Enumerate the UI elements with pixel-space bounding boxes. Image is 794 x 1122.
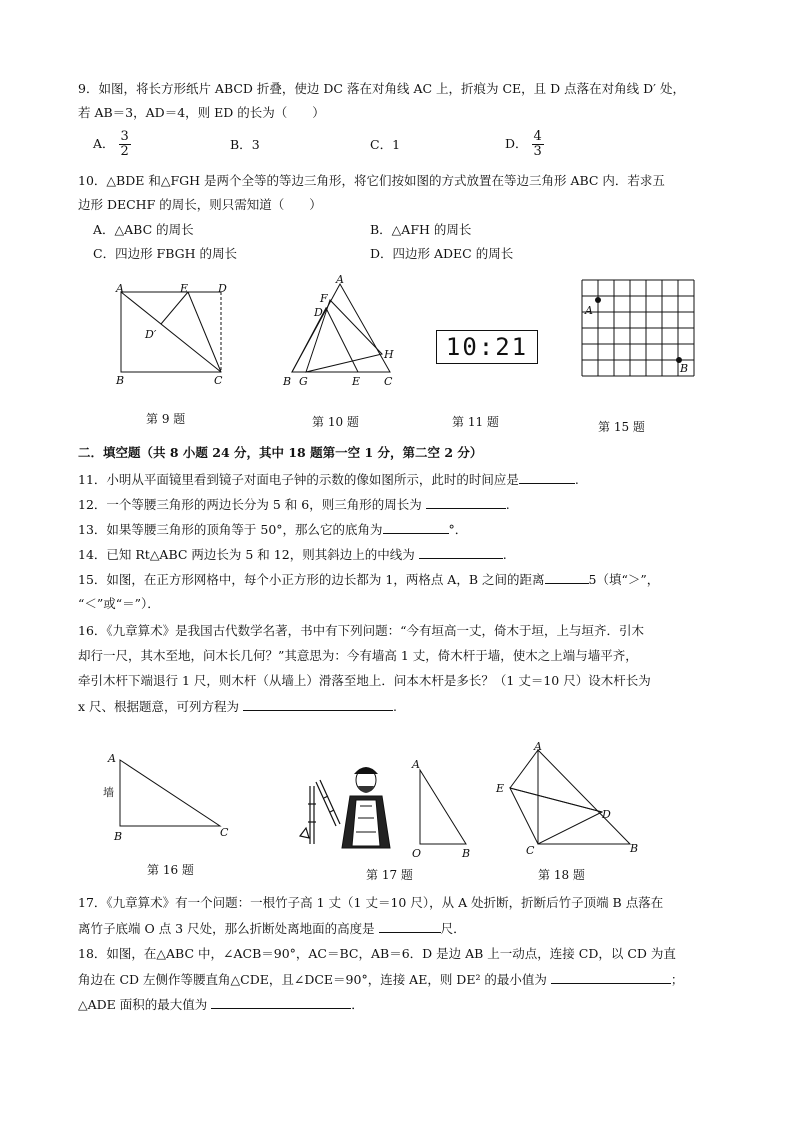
q16-line1: 16．《九章算术》是我国古代数学名著，书中有下列问题：“今有垣高一丈，倚木于垣，上与垣齐．引木 bbox=[78, 623, 645, 638]
q15-line1 bbox=[78, 570, 659, 589]
fig9-label-e: E bbox=[180, 282, 189, 295]
figure-17-triangle bbox=[406, 756, 482, 860]
figure-15-grid bbox=[576, 278, 700, 388]
fig11-caption: 第 11 题 bbox=[452, 415, 499, 429]
q11-text: 11．小明从平面镜里看到镜子对面电子钟的示数的像如图所示，此时的时间应是 bbox=[78, 472, 519, 487]
q10-option-a: A．△ABC 的周长 bbox=[93, 222, 194, 237]
fraction-denominator: 2 bbox=[120, 144, 129, 159]
fig15-label-b: B bbox=[680, 362, 689, 375]
q18-line3-end: ． bbox=[351, 997, 364, 1012]
fig16-triangle bbox=[120, 760, 220, 826]
fig17-scholar-figure bbox=[342, 767, 390, 848]
fig18-caption: 第 18 题 bbox=[538, 868, 585, 882]
fig9-label-dprime: D′ bbox=[145, 328, 157, 341]
fig9-segment-ed bbox=[161, 292, 188, 324]
section-2-title: 二．填空题（共 8 小题 24 分，其中 18 题第一空 1 分，第二空 2 分） bbox=[78, 445, 483, 460]
q9-option-c-label: C． bbox=[370, 137, 393, 152]
q9-option-a bbox=[93, 130, 131, 159]
q16-line3: 牵引木杆下端退行 1 尺，则木杆（从墙上）滑落至地上．问本木杆是多长？（1 丈＝10 尺）设木杆长为 bbox=[78, 673, 651, 688]
q13-unit: °． bbox=[448, 522, 468, 537]
q12: 12．一个等腰三角形的两边长分为 5 和 6，则三角形的周长为 . bbox=[78, 497, 510, 512]
q18-text-3: △ADE 面积的最大值为 bbox=[78, 997, 208, 1012]
fig9-caption: 第 9 题 bbox=[146, 412, 186, 426]
fig15-point-a bbox=[595, 297, 601, 303]
fig11-digital-clock bbox=[436, 330, 538, 364]
fig18-label-e: E bbox=[496, 782, 505, 795]
fig16-label-wall: 墙 bbox=[103, 786, 114, 799]
q12-text: 12．一个等腰三角形的两边长分为 5 和 6，则三角形的周长为 bbox=[78, 497, 422, 512]
q18-answer-blank-1[interactable] bbox=[551, 970, 671, 984]
q18-line3 bbox=[78, 995, 364, 1014]
figure-10-triangles bbox=[278, 272, 406, 392]
fig10-label-d: D bbox=[314, 306, 323, 319]
figure-18-triangles bbox=[494, 740, 644, 856]
q10-line2: 边形 DECHF 的周长，则只需知道（ ） bbox=[78, 197, 322, 212]
fig17-bamboo bbox=[300, 780, 340, 844]
fraction-denominator: 3 bbox=[533, 144, 542, 159]
q15-text-b: 5（填“＞”， bbox=[588, 572, 660, 587]
fig9-label-d: D bbox=[218, 282, 227, 295]
q18-line2-end: ； bbox=[670, 972, 684, 987]
figure-9-rectangle-fold bbox=[108, 282, 238, 390]
fig15-label-a: A bbox=[585, 304, 593, 317]
fig9-label-b: B bbox=[116, 374, 125, 387]
q9-option-c-text: 1 bbox=[392, 137, 401, 152]
fig9-label-a: A bbox=[116, 282, 124, 295]
fig18-label-d: D bbox=[602, 808, 611, 821]
q13 bbox=[78, 520, 467, 539]
q11-answer-blank[interactable] bbox=[519, 470, 575, 484]
fig16-caption: 第 16 题 bbox=[147, 863, 194, 877]
fig9-diagonal-ac bbox=[121, 292, 221, 372]
fig15-caption: 第 15 题 bbox=[598, 420, 645, 434]
q9-line1: 9．如图，将长方形纸片 ABCD 折叠，使边 DC 落在对角线 AC 上，折痕为 CE，且 D 点落在对角线 D′ 处， bbox=[78, 81, 685, 96]
q15-text-a: 15．如图，在正方形网格中，每个小正方形的边长都为 1，两格点 A，B 之间的距离 bbox=[78, 572, 545, 587]
q13-answer-blank[interactable] bbox=[383, 520, 449, 534]
fig17-triangle-shape bbox=[420, 770, 466, 844]
q9-option-d-label: D． bbox=[505, 136, 528, 151]
figure-17-bamboo-illustration bbox=[296, 756, 396, 852]
fig18-label-c: C bbox=[526, 844, 535, 856]
q9-option-c bbox=[370, 136, 400, 154]
fig10-label-b: B bbox=[283, 375, 292, 388]
fig11-clock-display: 10:21 bbox=[445, 333, 529, 361]
q16-line4: x 尺、根据题意，可列方程为 . bbox=[78, 699, 397, 714]
fraction-numerator: 4 bbox=[533, 129, 542, 144]
fig16-label-a: A bbox=[108, 752, 116, 765]
q9-option-a-fraction bbox=[119, 130, 131, 159]
fig17-label-o: O bbox=[412, 847, 422, 860]
q17-unit: 尺． bbox=[440, 921, 466, 936]
fig10-label-a: A bbox=[336, 273, 344, 286]
q9-option-d-fraction bbox=[532, 130, 544, 159]
q16-answer-blank[interactable] bbox=[243, 697, 393, 711]
q15-line2: “＜”或“＝”）． bbox=[78, 596, 160, 611]
q14-text: 14．已知 Rt△ABC 两边长为 5 和 12，则其斜边上的中线为 bbox=[78, 547, 415, 562]
q9-option-b-text: 3 bbox=[251, 137, 260, 152]
figure-16-wall-ladder bbox=[98, 748, 238, 848]
q17-text: 离竹子底端 O 点 3 尺处，那么折断处离地面的高度是 bbox=[78, 921, 375, 936]
q10-option-c: C．四边形 FBGH 的周长 bbox=[93, 246, 237, 261]
q13-text: 13．如果等腰三角形的顶角等于 50°，那么它的底角为 bbox=[78, 522, 383, 537]
fig18-label-b: B bbox=[630, 842, 639, 855]
fig17-label-a: A bbox=[412, 758, 420, 771]
q15-answer-blank[interactable] bbox=[545, 570, 589, 584]
fig10-triangle-abc bbox=[292, 284, 390, 372]
q18-text-2: 角边在 CD 左侧作等腰直角△CDE，且∠DCE＝90°，连接 AE，则 DE² 的最小值为 bbox=[78, 972, 547, 987]
fig10-label-h: H bbox=[384, 348, 394, 361]
q14: 14．已知 Rt△ABC 两边长为 5 和 12，则其斜边上的中线为 . bbox=[78, 547, 507, 562]
fig10-label-g: G bbox=[299, 375, 308, 388]
fig16-label-b: B bbox=[114, 830, 123, 843]
q16-line2: 却行一尺，其木至地，问木长几何？”其意思为：今有墙高 1 丈，倚木杆于墙，使木之上端与墙平齐， bbox=[78, 648, 638, 663]
q9-line2: 若 AB＝3，AD＝4，则 ED 的长为（ ） bbox=[78, 105, 325, 120]
q9-option-a-label: A． bbox=[93, 136, 115, 151]
fig10-label-e: E bbox=[352, 375, 361, 388]
q17-line2 bbox=[78, 919, 466, 938]
fig18-triangle-cde bbox=[510, 788, 602, 844]
fraction-numerator: 3 bbox=[120, 129, 129, 144]
fig17-label-b: B bbox=[462, 847, 471, 860]
q16-text: x 尺、根据题意，可列方程为 bbox=[78, 699, 240, 714]
q10-option-d: D．四边形 ADEC 的周长 bbox=[370, 246, 514, 261]
fig18-triangle-abc bbox=[538, 750, 630, 844]
q18-line1: 18．如图，在△ABC 中，∠ACB＝90°，AC＝BC，AB＝6．D 是边 AB 上一动点，连接 CD，以 CD 为直 bbox=[78, 946, 676, 961]
q9-option-b-label: B． bbox=[230, 137, 252, 152]
q17-answer-blank[interactable] bbox=[379, 919, 441, 933]
fig16-label-c: C bbox=[220, 826, 229, 839]
fig10-caption: 第 10 题 bbox=[312, 415, 359, 429]
q9-option-d bbox=[505, 130, 544, 159]
fig18-label-a: A bbox=[534, 740, 542, 753]
fig9-crease-ce bbox=[188, 292, 221, 372]
q18-answer-blank-2[interactable] bbox=[211, 995, 351, 1009]
fig18-segment-ae bbox=[510, 750, 538, 788]
fig17-caption: 第 17 题 bbox=[366, 868, 413, 882]
q10-option-b: B．△AFH 的周长 bbox=[370, 222, 472, 237]
q9-option-b bbox=[230, 136, 260, 154]
fig18-segment-ed bbox=[510, 788, 602, 812]
q12-answer-blank[interactable] bbox=[426, 495, 506, 509]
q17-line1: 17．《九章算术》有一个问题：一根竹子高 1 丈（1 丈＝10 尺），从 A 处折断，折断后竹子顶端 B 点落在 bbox=[78, 895, 664, 910]
q14-answer-blank[interactable] bbox=[419, 545, 503, 559]
fig9-label-c: C bbox=[214, 374, 223, 387]
fig10-label-f: F bbox=[320, 292, 328, 305]
q10-line1: 10．△BDE 和△FGH 是两个全等的等边三角形，将它们按如图的方式放置在等边三角形 ABC 内．若求五 bbox=[78, 173, 665, 188]
q18-line2 bbox=[78, 970, 683, 989]
fig10-label-c: C bbox=[384, 375, 393, 388]
q11: 11．小明从平面镜里看到镜子对面电子钟的示数的像如图所示，此时的时间应是 . bbox=[78, 472, 579, 487]
